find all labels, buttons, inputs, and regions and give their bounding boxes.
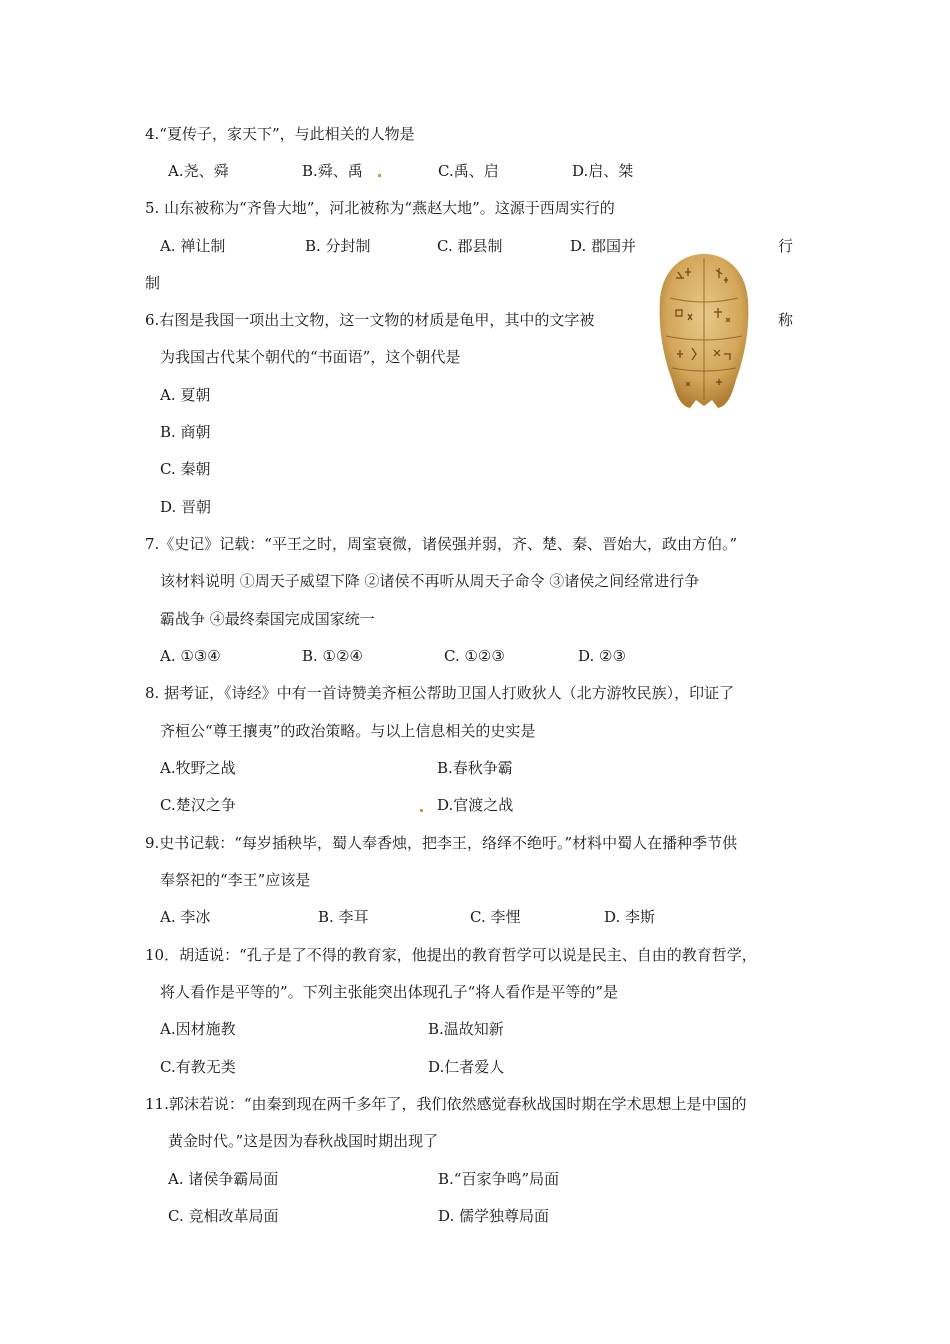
q5-option-c: C. 郡县制	[437, 237, 503, 255]
q6-option-a: A. 夏朝	[160, 386, 211, 404]
q10-option-b: B.温故知新	[428, 1020, 504, 1038]
q6-stem-line1: 6.右图是我国一项出土文物，这一文物的材质是龟甲，其中的文字被	[145, 311, 595, 329]
q8-option-d: D.官渡之战	[437, 796, 514, 814]
q4-option-b: B.舜、禹	[302, 162, 363, 180]
q9-stem-line2: 奉祭祀的“李王”应该是	[160, 871, 311, 889]
q4-option-c: C.禹、启	[438, 162, 499, 180]
q7-option-b: B. ①②④	[302, 647, 363, 665]
q8-option-b: B.春秋争霸	[437, 759, 513, 777]
q7-stem-line1: 7.《史记》记载：“平王之时，周室衰微，诸侯强并弱，齐、楚、秦、晋始大，政由方伯。”	[145, 535, 738, 553]
q7-option-a: A. ①③④	[160, 647, 221, 665]
q9-option-d: D. 李斯	[604, 908, 656, 926]
q8-option-c: C.楚汉之争	[160, 796, 236, 814]
q10-option-c: C.有教无类	[160, 1058, 236, 1076]
q4-option-d: D.启、桀	[572, 162, 634, 180]
q11-option-b: B.“百家争鸣”局面	[438, 1170, 560, 1188]
q10-stem-line1: 10．胡适说：“孔子是了不得的教育家，他提出的教育哲学可以说是民主、自由的教育哲学，	[145, 946, 757, 964]
q8-option-a: A.牧野之战	[160, 759, 236, 777]
marker-dot	[420, 809, 423, 812]
q5-option-d: D. 郡国并	[570, 237, 637, 255]
q4-stem: 4.“夏传子，家天下”，与此相关的人物是	[145, 125, 415, 143]
q11-option-c: C. 竞相改革局面	[168, 1207, 279, 1225]
q5-option-a: A. 禅让制	[160, 237, 226, 255]
q5-option-b: B. 分封制	[305, 237, 371, 255]
q6-option-c: C. 秦朝	[160, 460, 211, 478]
q8-stem-line1: 8. 据考证，《诗经》中有一首诗赞美齐桓公帮助卫国人打败狄人（北方游牧民族），印证了	[145, 684, 735, 702]
q6-stem-line2: 为我国古代某个朝代的“书面语”，这个朝代是	[160, 348, 461, 366]
q9-option-b: B. 李耳	[318, 908, 369, 926]
q9-stem-line1: 9.史书记载：“每岁插秧毕，蜀人奉香烛，把李王，络绎不绝吁。”材料中蜀人在播种季节供	[145, 834, 738, 852]
q11-stem-line1: 11.郭沫若说：“由秦到现在两千多年了，我们依然感觉春秋战国时期在学术思想上是中国的	[145, 1095, 747, 1113]
q9-option-a: A. 李冰	[160, 908, 211, 926]
q10-option-d: D.仁者爱人	[428, 1058, 505, 1076]
q5-option-d-tail: 行	[778, 237, 794, 255]
q10-stem-line2: 将人看作是平等的”。下列主张能突出体现孔子“将人看作是平等的”是	[160, 983, 619, 1001]
q10-option-a: A.因材施教	[160, 1020, 236, 1038]
q11-stem-line2: 黄金时代。”这是因为春秋战国时期出现了	[168, 1132, 439, 1150]
q7-option-d: D. ②③	[578, 647, 626, 665]
q5-option-d-wrap: 制	[145, 274, 161, 292]
q5-stem: 5. 山东被称为“齐鲁大地”，河北被称为“燕赵大地”。这源于西周实行的	[145, 199, 615, 217]
q8-stem-line2: 齐桓公“尊王攘夷”的政治策略。与以上信息相关的史实是	[160, 722, 536, 740]
q6-option-b: B. 商朝	[160, 423, 211, 441]
q11-option-a: A. 诸侯争霸局面	[168, 1170, 279, 1188]
q7-stem-line3: 霸战争 ④最终秦国完成国家统一	[160, 610, 375, 628]
q6-stem-line1-tail: 称	[778, 311, 794, 329]
q9-option-c: C. 李悝	[470, 908, 521, 926]
marker-dot	[378, 174, 381, 177]
q4-option-a: A.尧、舜	[168, 162, 229, 180]
q6-option-d: D. 晋朝	[160, 498, 212, 516]
q7-option-c: C. ①②③	[444, 647, 505, 665]
q7-stem-line2: 该材料说明 ①周天子威望下降 ②诸侯不再听从周天子命令 ③诸侯之间经常进行争	[160, 572, 700, 590]
q11-option-d: D. 儒学独尊局面	[438, 1207, 550, 1225]
oracle-bone-turtle-shell-image	[658, 250, 750, 410]
